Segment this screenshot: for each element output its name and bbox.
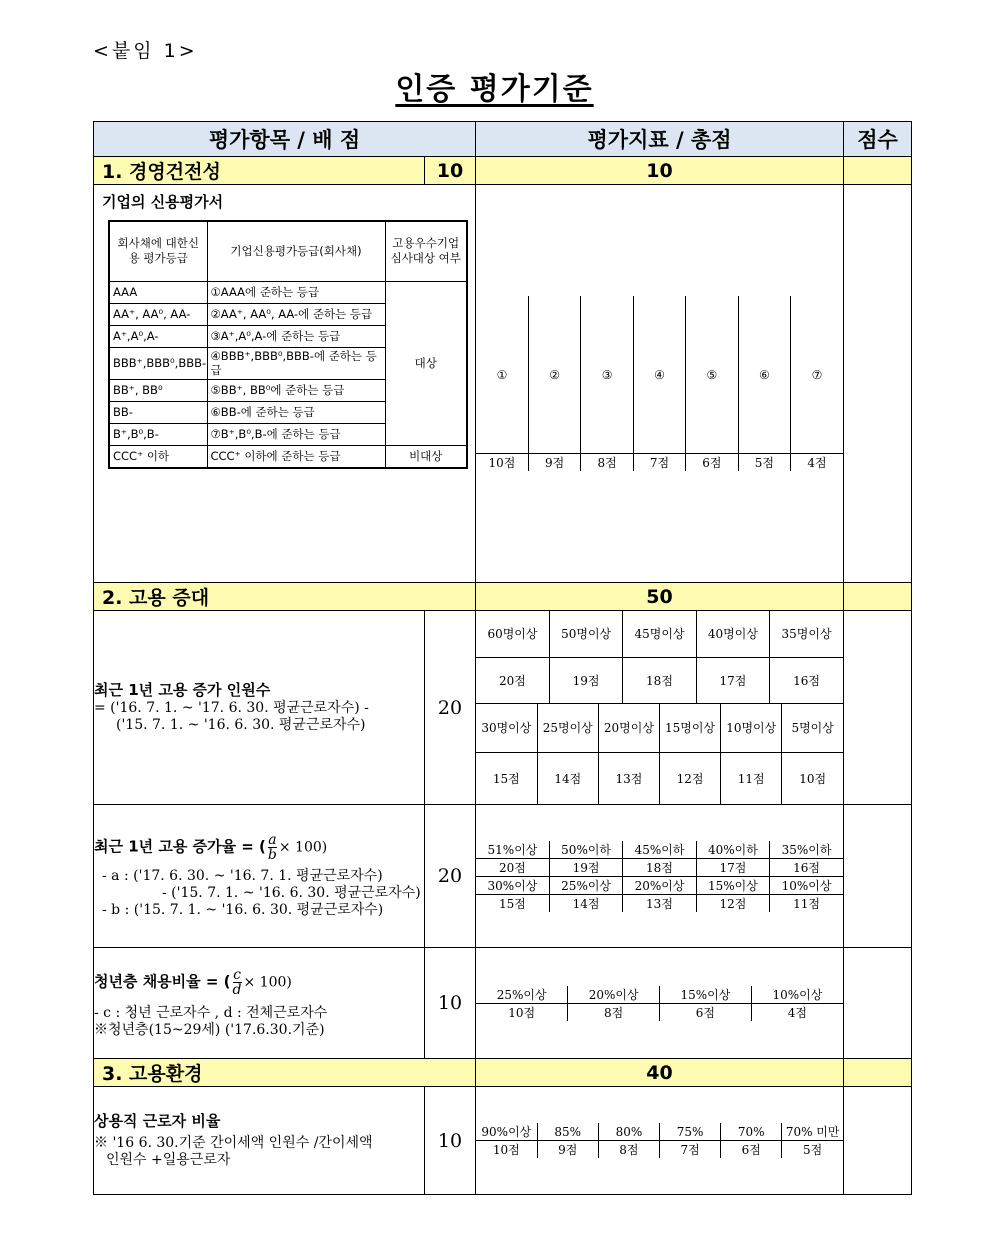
threshold: 70% xyxy=(721,1123,782,1141)
score: 11점 xyxy=(721,752,782,804)
credit-rating: BBB⁺,BBB⁰,BBB- xyxy=(109,347,207,380)
credit-grade-scores xyxy=(476,185,844,583)
threshold: 10명이상 xyxy=(721,704,782,752)
credit-grade: ③A⁺,A⁰,A-에 준하는 등급 xyxy=(207,325,385,347)
grade-mark: ③ xyxy=(581,296,633,454)
score: 6점 xyxy=(721,1141,782,1159)
score: 10점 xyxy=(782,752,843,804)
threshold: 30명이상 xyxy=(476,704,537,752)
section1-score-cell[interactable] xyxy=(844,157,912,185)
section3-score-cell[interactable] xyxy=(844,1059,912,1087)
score: 14점 xyxy=(537,752,598,804)
section1-weight: 10 xyxy=(425,157,476,185)
credit-grade: ①AAA에 준하는 등급 xyxy=(207,281,385,303)
score: 18점 xyxy=(623,858,696,876)
youth-ratio-title: 청년층 채용비율 = ( xyxy=(94,972,231,991)
section2-score-cell[interactable] xyxy=(844,583,912,611)
score: 20점 xyxy=(476,858,549,876)
score: 20점 xyxy=(476,657,549,703)
score: 13점 xyxy=(598,752,659,804)
threshold: 50%이하 xyxy=(549,841,622,859)
formula-line: - b : ('15. 7. 1. ~ '16. 6. 30. 평균근로자수) xyxy=(102,901,384,918)
section1-score-input[interactable] xyxy=(844,185,912,583)
score: 17점 xyxy=(696,858,769,876)
formula-line: - ('15. 7. 1. ~ '16. 6. 30. 평균근로자수) xyxy=(162,885,421,902)
section3-total: 40 xyxy=(476,1059,844,1087)
threshold: 50명이상 xyxy=(549,611,622,657)
regular-worker-title: 상용직 근로자 비율 xyxy=(94,1112,221,1131)
score: 5점 xyxy=(782,1141,843,1159)
score: 14점 xyxy=(549,894,622,912)
threshold: 30%이상 xyxy=(476,876,549,894)
score: 16점 xyxy=(770,657,843,703)
score: 17점 xyxy=(696,657,769,703)
threshold: 80% xyxy=(598,1123,659,1141)
threshold: 45명이상 xyxy=(623,611,696,657)
score: 8점 xyxy=(598,1141,659,1159)
threshold: 25명이상 xyxy=(537,704,598,752)
threshold: 20%이상 xyxy=(623,876,696,894)
threshold: 15%이상 xyxy=(660,986,752,1004)
employment-increase-scores xyxy=(476,611,844,805)
credit-grade: ⑦B⁺,B⁰,B-에 준하는 등급 xyxy=(207,424,385,446)
threshold: 25%이상 xyxy=(476,986,568,1004)
item-weight: 20 xyxy=(425,805,476,948)
threshold: 15%이상 xyxy=(696,876,769,894)
score: 10점 xyxy=(476,1003,568,1021)
score: 12점 xyxy=(696,894,769,912)
fraction-tail: × 100) xyxy=(243,974,292,991)
threshold: 70% 미만 xyxy=(782,1123,843,1141)
formula-line: - c : 청년 근로자수 , d : 전체근로자수 xyxy=(94,1004,328,1021)
credit-grade: ⑥BB-에 준하는 등급 xyxy=(207,402,385,424)
page-title: 인증 평가기준 xyxy=(395,72,594,107)
employment-rate-scores xyxy=(476,805,844,948)
credit-subtitle: 기업의 신용평가서 xyxy=(102,193,224,211)
threshold: 25%이상 xyxy=(549,876,622,894)
grade-score: 7점 xyxy=(633,454,685,472)
score: 9점 xyxy=(537,1141,598,1159)
threshold: 85% xyxy=(537,1123,598,1141)
youth-ratio-scores xyxy=(476,948,844,1059)
score: 11점 xyxy=(770,894,843,912)
grade-score: 4점 xyxy=(791,454,843,472)
credit-header-rating: 회사채에 대한신용 평가등급 xyxy=(109,221,207,281)
credit-grade: CCC⁺ 이하에 준하는 등급 xyxy=(207,446,385,469)
credit-rating: AAA xyxy=(109,281,207,303)
formula-line: - a : ('17. 6. 30. ~ '16. 7. 1. 평균근로자수) xyxy=(102,868,383,885)
threshold: 75% xyxy=(659,1123,720,1141)
employment-rate-desc xyxy=(94,805,425,948)
grade-score: 5점 xyxy=(738,454,790,472)
threshold: 51%이상 xyxy=(476,841,549,859)
grade-score: 10점 xyxy=(476,454,528,472)
attachment-caption: <붙임 1> xyxy=(93,40,198,62)
credit-non-target: 비대상 xyxy=(385,446,467,469)
grade-mark: ① xyxy=(476,296,528,454)
fraction-tail: × 100) xyxy=(278,839,328,856)
credit-target: 대상 xyxy=(385,281,467,446)
grade-mark: ⑤ xyxy=(686,296,738,454)
threshold: 35명이상 xyxy=(770,611,843,657)
threshold: 40%이하 xyxy=(696,841,769,859)
score: 10점 xyxy=(476,1141,537,1159)
score: 8점 xyxy=(568,1003,660,1021)
formula-line: ※ '16 6. 30.기준 간이세액 인원수 /간이세액 xyxy=(94,1135,373,1152)
score: 18점 xyxy=(623,657,696,703)
threshold: 45%이하 xyxy=(623,841,696,859)
credit-rating-table xyxy=(108,220,468,469)
section1-total: 10 xyxy=(476,157,844,185)
item-score-input[interactable] xyxy=(844,1087,912,1195)
credit-header-eligibility: 고용우수기업 심사대상 여부 xyxy=(385,221,467,281)
item-score-input[interactable] xyxy=(844,805,912,948)
threshold: 40명이상 xyxy=(696,611,769,657)
grade-score: 8점 xyxy=(581,454,633,472)
grade-mark: ② xyxy=(528,296,580,454)
fraction-numerator: a xyxy=(268,832,277,849)
threshold: 20%이상 xyxy=(568,986,660,1004)
item-weight: 10 xyxy=(425,1087,476,1195)
item-score-input[interactable] xyxy=(844,611,912,805)
score: 13점 xyxy=(623,894,696,912)
threshold: 5명이상 xyxy=(782,704,843,752)
criteria-table xyxy=(93,121,912,1195)
threshold: 10%이상 xyxy=(770,876,843,894)
section3-label: 3. 고용환경 xyxy=(94,1059,476,1087)
employment-increase-title: 최근 1년 고용 증가 인원수 xyxy=(94,681,271,700)
credit-grade: ⑤BB⁺, BB⁰에 준하는 등급 xyxy=(207,380,385,402)
threshold: 35%이하 xyxy=(770,841,843,859)
score: 12점 xyxy=(659,752,720,804)
employment-increase-desc xyxy=(94,611,425,805)
header-indicator: 평가지표 / 총점 xyxy=(476,122,844,157)
credit-rating: BB⁺, BB⁰ xyxy=(109,380,207,402)
section1-label: 1. 경영건전성 xyxy=(94,157,425,185)
youth-ratio-desc xyxy=(94,948,425,1059)
threshold: 15명이상 xyxy=(659,704,720,752)
threshold: 90%이상 xyxy=(476,1123,537,1141)
grade-score: 6점 xyxy=(686,454,738,472)
item-weight: 20 xyxy=(425,611,476,805)
credit-rating: B⁺,B⁰,B- xyxy=(109,424,207,446)
credit-rating-cell xyxy=(94,185,476,583)
credit-rating: AA⁺, AA⁰, AA- xyxy=(109,303,207,325)
fraction-denominator: b xyxy=(267,847,277,864)
grade-mark: ⑥ xyxy=(738,296,790,454)
threshold: 10%이상 xyxy=(751,986,843,1004)
item-score-input[interactable] xyxy=(844,948,912,1059)
formula-line: ('15. 7. 1. ~ '16. 6. 30. 평균근로자수) xyxy=(116,716,366,733)
employment-rate-title: 최근 1년 고용 증가율 = ( xyxy=(94,837,266,856)
score: 19점 xyxy=(549,858,622,876)
score: 15점 xyxy=(476,894,549,912)
formula-line: 인원수 +일용근로자 xyxy=(106,1151,231,1168)
regular-worker-scores xyxy=(476,1087,844,1195)
header-category: 평가항목 / 배 점 xyxy=(94,122,476,157)
grade-mark: ④ xyxy=(633,296,685,454)
score: 16점 xyxy=(770,858,843,876)
fraction-numerator: c xyxy=(233,966,241,983)
threshold: 20명이상 xyxy=(598,704,659,752)
fraction-denominator: d xyxy=(232,981,242,998)
score: 4점 xyxy=(751,1003,843,1021)
credit-rating: CCC⁺ 이하 xyxy=(109,446,207,469)
score: 7점 xyxy=(659,1141,720,1159)
grade-mark: ⑦ xyxy=(791,296,843,454)
threshold: 60명이상 xyxy=(476,611,549,657)
regular-worker-desc xyxy=(94,1087,425,1195)
credit-rating: BB- xyxy=(109,402,207,424)
credit-grade: ②AA⁺, AA⁰, AA-에 준하는 등급 xyxy=(207,303,385,325)
score: 6점 xyxy=(660,1003,752,1021)
score: 15점 xyxy=(476,752,537,804)
formula-line: ※청년층(15~29세) ('17.6.30.기준) xyxy=(94,1021,325,1038)
credit-grade: ④BBB⁺,BBB⁰,BBB-에 준하는 등급 xyxy=(207,347,385,380)
credit-header-grade: 기업신용평가등급(회사채) xyxy=(207,221,385,281)
score: 19점 xyxy=(549,657,622,703)
grade-score: 9점 xyxy=(528,454,580,472)
item-weight: 10 xyxy=(425,948,476,1059)
formula-line: = ('16. 7. 1. ~ '17. 6. 30. 평균근로자수) - xyxy=(94,700,369,717)
section2-label: 2. 고용 증대 xyxy=(94,583,476,611)
credit-rating: A⁺,A⁰,A- xyxy=(109,325,207,347)
header-score: 점수 xyxy=(844,122,912,157)
section2-total: 50 xyxy=(476,583,844,611)
